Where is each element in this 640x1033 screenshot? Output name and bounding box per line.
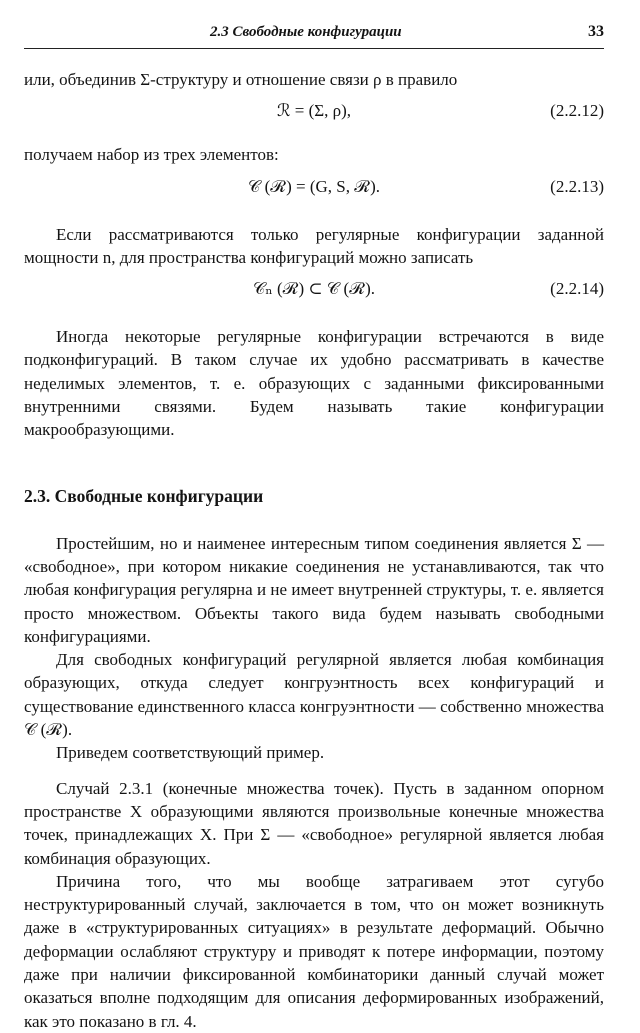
- formula-2-2-13: [24, 167, 604, 207]
- page-content: [24, 68, 604, 1033]
- formula-2-2-12: [24, 91, 604, 131]
- case-paragraph: Случай 2.3.1 (конечные множества точек). Пусть в заданном опорном пространстве X образующими являются произвольные конечные множества точек, принадлежащих X. При Σ — «свободное» регулярной является любая комбинация образующих.: [24, 778, 604, 868]
- intro-line: или, объединив Σ-структуру и отношение связи ρ в правило: [24, 70, 458, 89]
- page-number: 33: [588, 23, 604, 40]
- running-title: 2.3 Свободные конфигурации: [210, 24, 402, 40]
- paragraph: Приведем соответствующий пример.: [56, 743, 325, 763]
- formula-expression: ℛ = (Σ, ρ),: [276, 101, 352, 121]
- formula-number: (2.2.12): [550, 101, 604, 121]
- formula-number: (2.2.13): [550, 176, 604, 196]
- formula-expression: 𝒞 (ℛ) = (G, S, ℛ).: [247, 176, 381, 196]
- paragraph: Простейшим, но и наименее интересным типом соединения является Σ — «свободное», при котором никакие соединения не устанавливаются, так что любая конфигурация регулярна и не имеет внутренней структуры, т. е. является просто множеством. Объекты такого вида будем называть свободными конфигурациями.: [24, 533, 604, 646]
- paragraph: Если рассматриваются только регулярные конфигурации заданной мощности n, для пространства конфигураций можно записать: [24, 224, 604, 267]
- page-header: [24, 22, 604, 52]
- section-heading: 2.3. Свободные конфигурации: [24, 485, 264, 506]
- paragraph: Причина того, что мы вообще затрагиваем этот сугубо неструктурированный случай, заключается в том, что он может возникнуть даже в «структурированных ситуациях» в результате деформаций. Обычно деформации ослабляют структуру и приводят к потере информации, поэтому даже при наличии фиксированной комбинаторики данный случай может оказаться вполне подходящим для описания деформированных изображений, как это показано в гл. 4.: [24, 871, 604, 1031]
- formula-2-2-14: [24, 269, 604, 309]
- formula-number: (2.2.14): [550, 279, 604, 299]
- paragraph: Для свободных конфигураций регулярной является любая комбинация образующих, откуда следует конгруэнтность всех конфигураций и существование единственного класса конгруэнтности — собственно множества 𝒞 (ℛ).: [24, 650, 604, 740]
- paragraph: Иногда некоторые регулярные конфигурации встречаются в виде подконфигураций. В таком случае их удобно рассматривать в качестве неделимых элементов, т. е. образующих с заданными фиксированными внутренними связями. Будем называть такие конфигурации макрообразующими.: [24, 327, 604, 440]
- paragraph: получаем набор из трех элементов:: [24, 145, 279, 165]
- header-rule: [24, 48, 604, 49]
- formula-expression: 𝒞ₙ (ℛ) ⊂ 𝒞 (ℛ).: [252, 279, 376, 299]
